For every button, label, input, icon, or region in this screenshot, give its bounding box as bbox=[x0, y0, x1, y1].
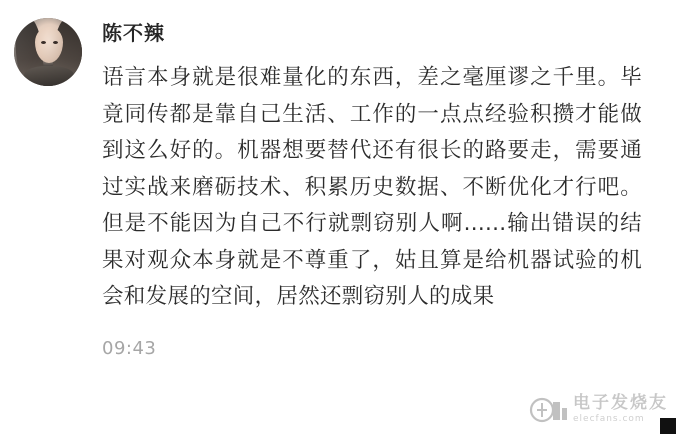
comment-message-text: 语言本身就是很难量化的东西，差之毫厘谬之千里。毕竟同传都是靠自己生活、工作的一点点经验积攒才能做到这么好的。机器想要替代还有很长的路要走，需要通过实战来磨砺技术、积累历史数据、不断优化才行吧。但是不能因为自己不行就剽窃别人啊......输出错误的结果对观众本身就是不尊重了，姑且算是给机器试验的机会和发展的空间，居然还剽窃别人的成果 bbox=[102, 65, 642, 309]
avatar[interactable] bbox=[14, 18, 82, 86]
avatar-shading bbox=[14, 18, 82, 86]
dianzifaoshao-logo-icon bbox=[529, 390, 569, 428]
corner-marker bbox=[660, 418, 676, 434]
comment-timestamp: 09:43 bbox=[102, 337, 157, 359]
watermark-text bbox=[573, 392, 668, 424]
comment-username[interactable]: 陈不辣 bbox=[102, 21, 165, 45]
watermark-en-label: elecfans.com bbox=[573, 413, 645, 424]
watermark bbox=[529, 390, 668, 428]
watermark-cn-label: 电子发烧友 bbox=[573, 392, 668, 413]
comment-body bbox=[102, 14, 658, 359]
